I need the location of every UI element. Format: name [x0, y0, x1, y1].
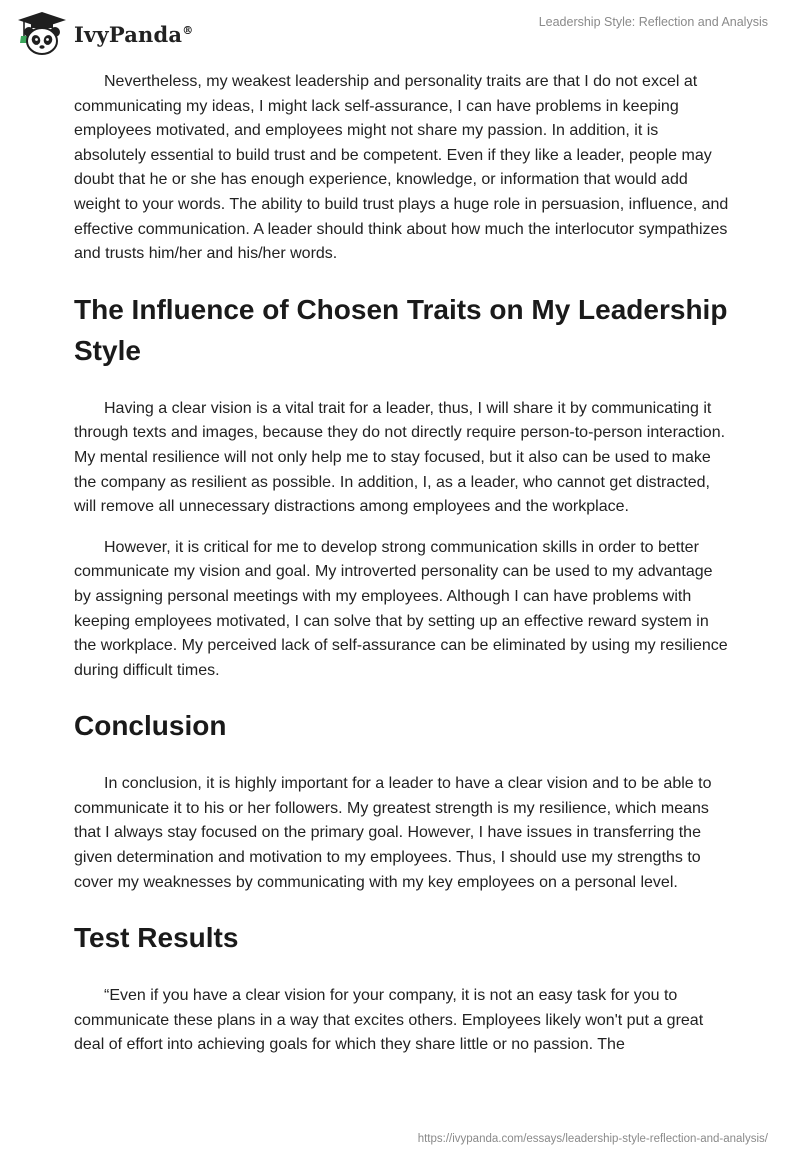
source-url[interactable]: https://ivypanda.com/essays/leadership-style-reflection-and-analysis/: [417, 1133, 768, 1145]
brand-name: IvyPanda®: [74, 21, 194, 47]
essay-body: [74, 70, 730, 1074]
section-heading-influence: The Influence of Chosen Traits on My Leadership Style: [74, 293, 728, 366]
document-title: Leadership Style: Reflection and Analysis: [538, 15, 768, 29]
paragraph: Nevertheless, my weakest leadership and personality traits are that I do not excel at communicating my ideas, I might lack self-assurance, I can have problems in keeping employees motivated, and employees might not share my passion. In addition, it is absolutely essential to build trust and be competent. Even if they like a leader, people may doubt that he or she has enough experience, knowledge, or information that would add weight to your words. The ability to build trust plays a huge role in persuasion, influence, and effective communication. A leader should think about how much the interlocutor sympathizes and trusts him/her and his/her words.: [74, 73, 729, 263]
section-heading-conclusion: Conclusion: [74, 710, 227, 742]
panda-graduate-icon: [14, 10, 70, 56]
page-header: [0, 0, 800, 64]
paragraph: In conclusion, it is highly important for a leader to have a clear vision and to be able to communicate it to his or her followers. My greatest strength is my resilience, which means that I always stay focused on the primary goal. However, I have issues in transferring the given determination and motivation to my employees. Thus, I should use my strengths to cover my weaknesses by communicating with my key employees on a personal level.: [74, 775, 712, 891]
paragraph: Having a clear vision is a vital trait for a leader, thus, I will share it by communicating it through texts and images, because they do not directly require person-to-person interaction. My mental resilience will not only help me to stay focused, but it also can be used to make the company as resilient as possible. In addition, I, as a leader, who cannot get distracted, will remove all unnecessary distractions among employees and the workplace.: [74, 399, 726, 516]
paragraph: “Even if you have a clear vision for your company, it is not an easy task for you to communicate these plans in a way that excites others. Employees likely won't put a great deal of effort into achieving goals for which they share little or no passion. The: [74, 987, 704, 1054]
site-logo[interactable]: [14, 10, 193, 56]
paragraph: However, it is critical for me to develop strong communication skills in order to better communicate my vision and goal. My introverted personality can be used to my advantage by assigning personal meetings with my employees. Although I can have problems with keeping employees motivated, I can solve that by setting up an effective reward system in the workplace. My perceived lack of self-assurance can be eliminated by using my resilience during difficult times.: [74, 538, 728, 679]
section-heading-test-results: Test Results: [74, 922, 239, 954]
